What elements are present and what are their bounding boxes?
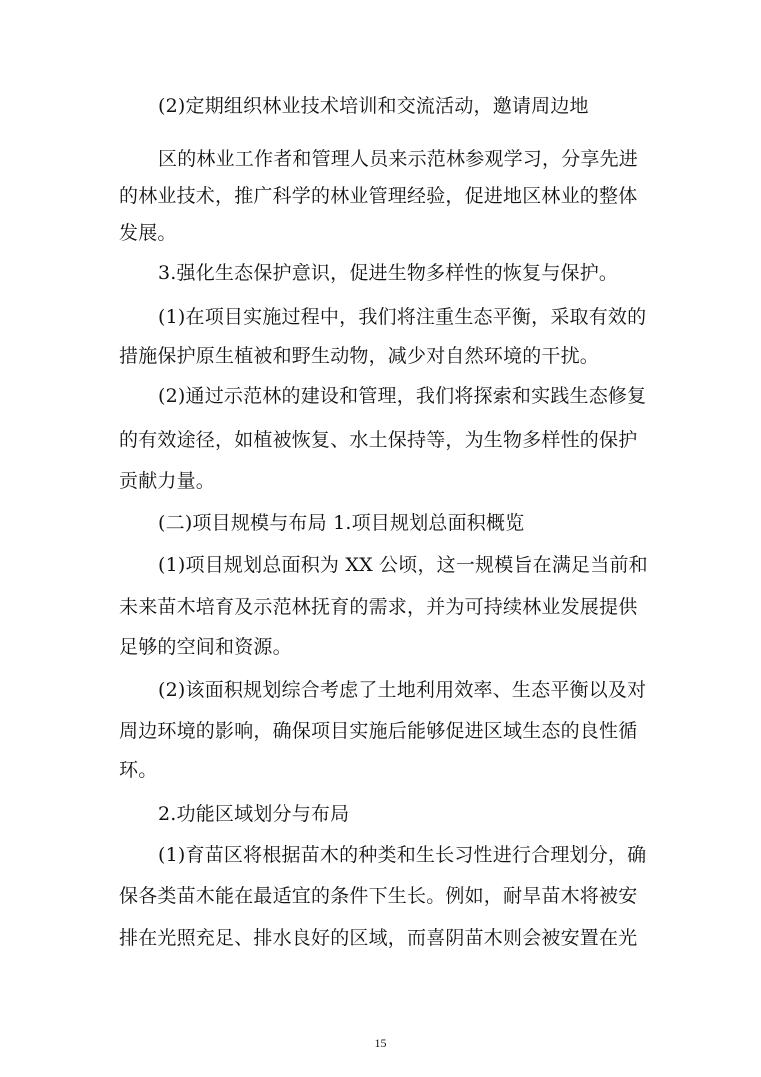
text-line: 排在光照充足、排水良好的区域，而喜阴苗木则会被安置在光	[119, 927, 638, 949]
text-line: 的林业技术，推广科学的林业管理经验，促进地区林业的整体	[119, 185, 638, 207]
text-line: 环。	[119, 759, 158, 781]
text-line: (1)育苗区将根据苗木的种类和生长习性进行合理划分，确	[158, 844, 647, 866]
text-line: (1)项目规划总面积为 XX 公顷，这一规模旨在满足当前和	[158, 554, 648, 576]
text-line: 发展。	[119, 222, 177, 244]
text-line: 未来苗木培育及示范林抚育的需求，并为可持续林业发展提供	[119, 596, 638, 618]
text-line: 2.功能区域划分与布局	[158, 803, 350, 825]
page-number: 15	[374, 1036, 387, 1050]
text-line: 区的林业工作者和管理人员来示范林参观学习，分享先进	[158, 148, 639, 170]
text-line: (2)通过示范林的建设和管理，我们将探索和实践生态修复	[158, 385, 647, 407]
text-line: (2)定期组织林业技术培训和交流活动，邀请周边地	[158, 95, 589, 117]
text-line: 足够的空间和资源。	[119, 636, 292, 658]
text-line: (1)在项目实施过程中，我们将注重生态平衡，采取有效的	[158, 306, 647, 328]
text-line: (2)该面积规划综合考虑了土地利用效率、生态平衡以及对	[158, 679, 647, 701]
text-line: 保各类苗木能在最适宜的条件下生长。例如，耐旱苗木将被安	[119, 885, 638, 907]
text-line: 贡献力量。	[119, 470, 216, 492]
text-line: 的有效途径，如植被恢复、水土保持等，为生物多样性的保护	[119, 429, 638, 451]
text-line: (二)项目规模与布局 1.项目规划总面积概览	[158, 512, 525, 534]
text-line: 措施保护原生植被和野生动物，减少对自然环境的干扰。	[119, 345, 600, 367]
text-line: 3.强化生态保护意识，促进生物多样性的恢复与保护。	[158, 262, 619, 284]
text-line: 周边环境的影响，确保项目实施后能够促进区域生态的良性循	[119, 720, 638, 742]
